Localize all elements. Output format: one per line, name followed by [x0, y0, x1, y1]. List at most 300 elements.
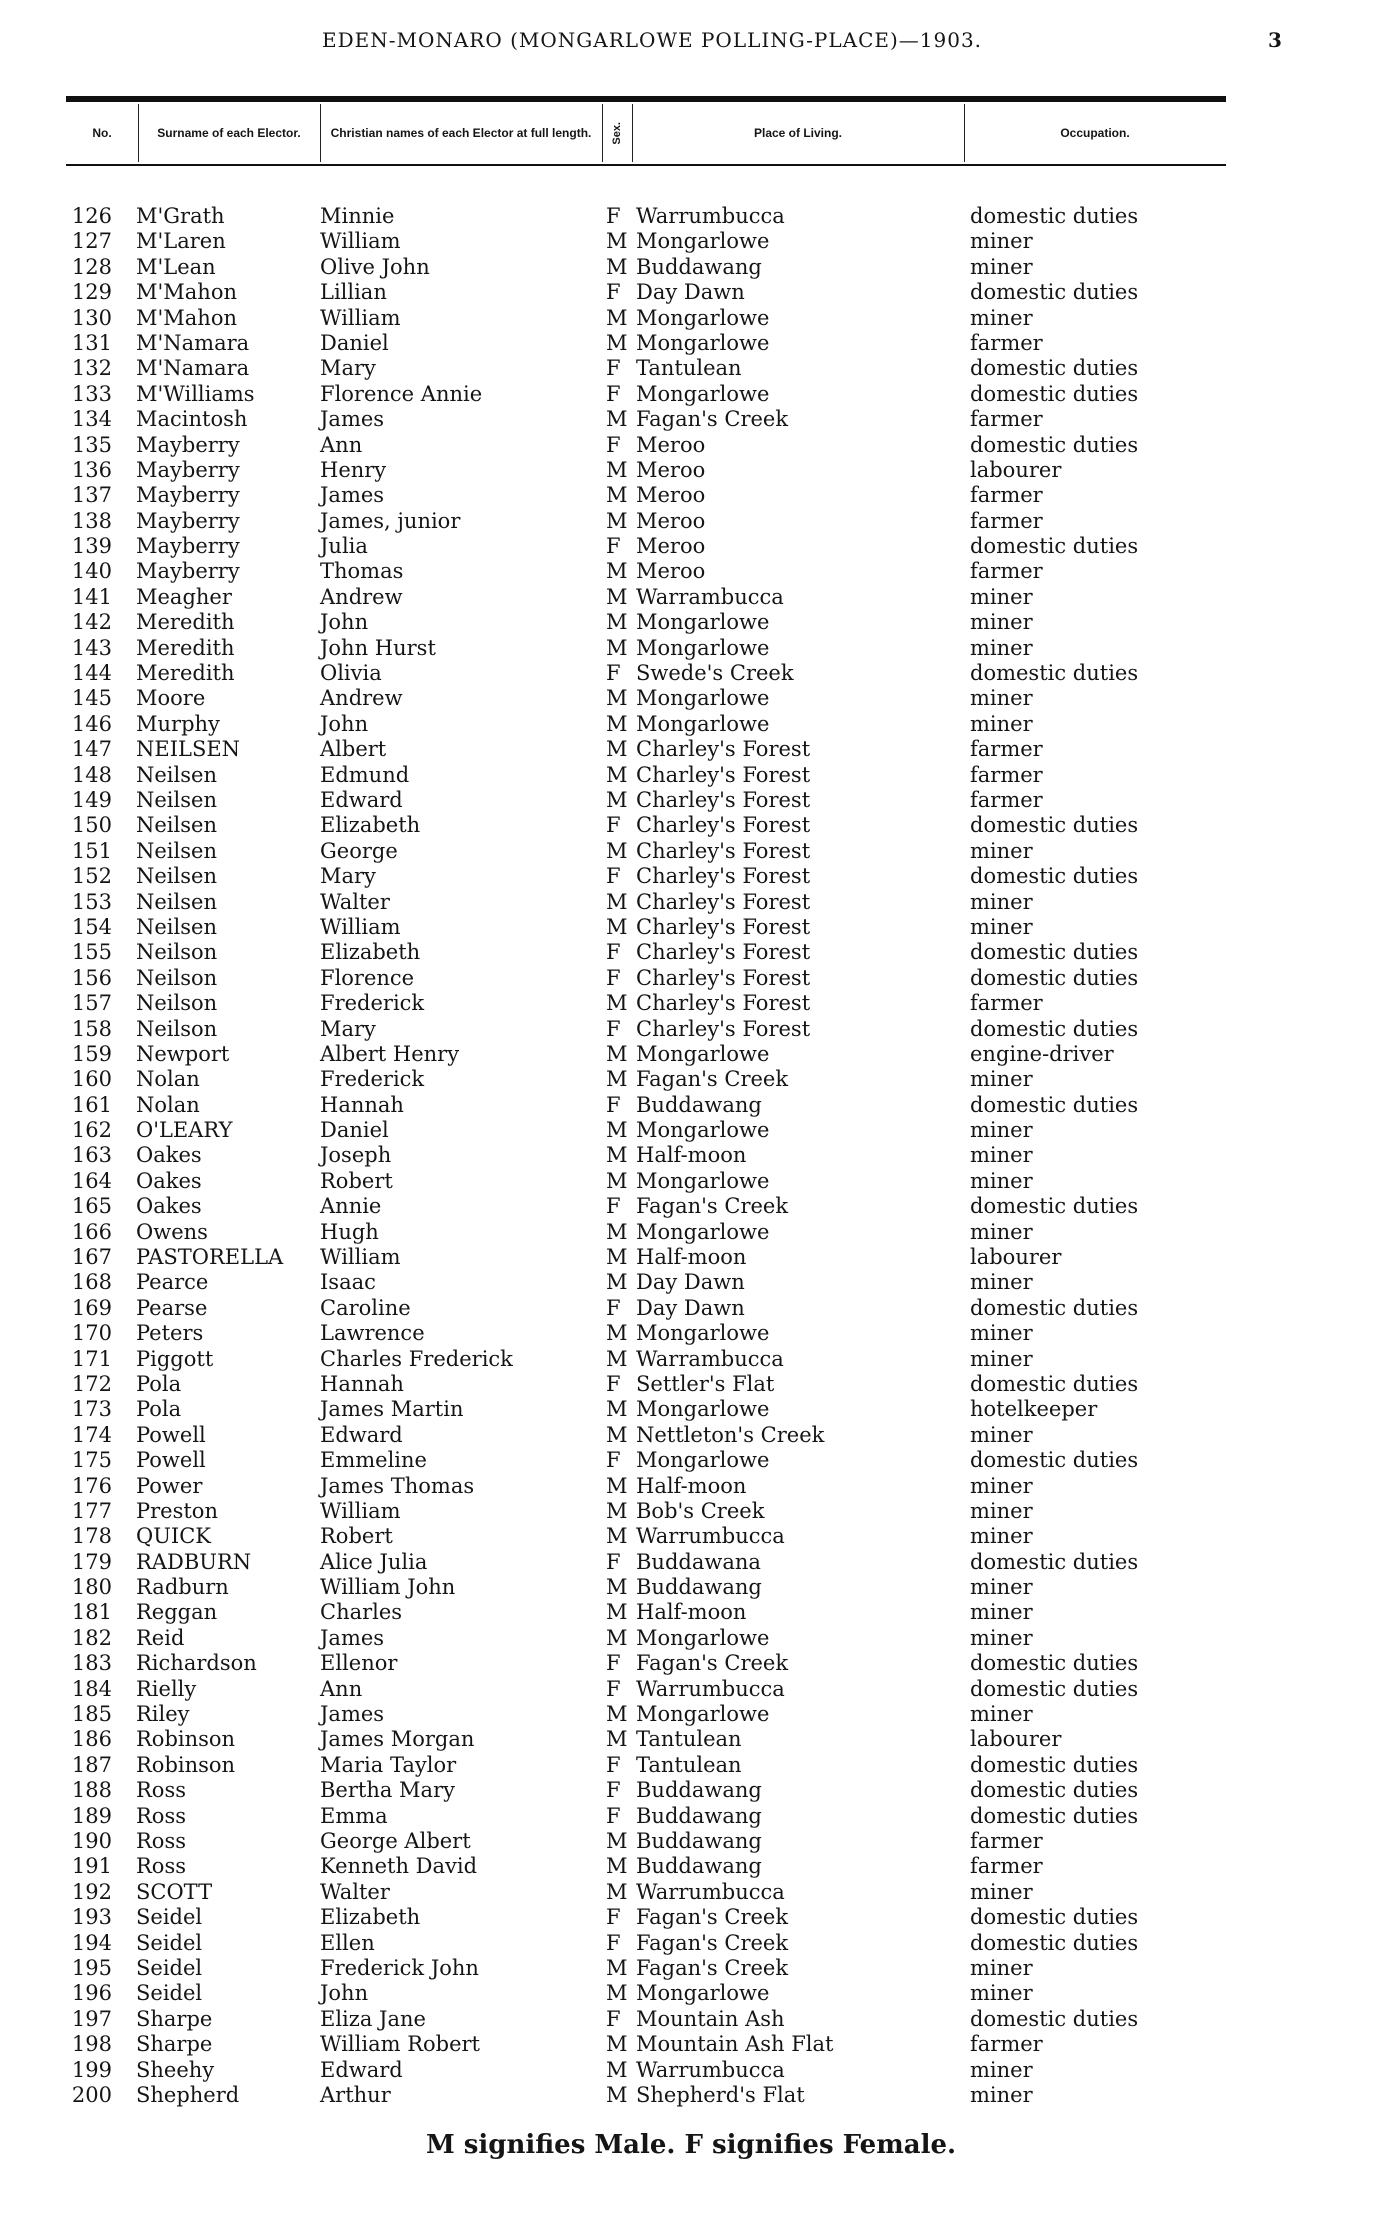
row-number: 147	[71, 737, 112, 762]
place-of-living-cell: Charley's Forest	[636, 965, 811, 990]
sex-cell: M	[606, 2032, 628, 2057]
table-row	[0, 712, 1382, 737]
occupation-cell: domestic duties	[970, 2006, 1139, 2031]
sex-cell: M	[606, 1143, 628, 1168]
place-of-living-cell: Warrambucca	[636, 1346, 784, 1371]
occupation-cell: domestic duties	[970, 1778, 1139, 1803]
occupation-cell: farmer	[970, 407, 1043, 432]
table-row	[0, 1956, 1382, 1981]
table-row	[0, 407, 1382, 432]
place-of-living-cell: Warrumbucca	[636, 204, 785, 228]
place-of-living-cell: Mongarlowe	[636, 1168, 770, 1193]
row-number: 148	[71, 762, 112, 787]
occupation-cell: domestic duties	[970, 1016, 1139, 1041]
surname-cell: Powell	[136, 1448, 206, 1473]
surname-cell: Neilsen	[136, 838, 217, 863]
row-number: 174	[71, 1422, 112, 1447]
surname-cell: Pola	[136, 1371, 182, 1396]
place-of-living-cell: Charley's Forest	[636, 991, 811, 1016]
row-number: 173	[71, 1397, 112, 1422]
occupation-cell: miner	[970, 1219, 1033, 1244]
table-row	[0, 458, 1382, 483]
surname-cell: QUICK	[136, 1524, 211, 1549]
surname-cell: Shepherd	[136, 2082, 240, 2107]
surname-cell: M'Namara	[136, 356, 250, 381]
occupation-cell: labourer	[970, 1727, 1062, 1752]
occupation-cell: miner	[970, 1422, 1033, 1447]
surname-cell: M'Laren	[136, 229, 226, 254]
place-of-living-cell: Meroo	[636, 508, 706, 533]
sex-cell: M	[606, 1473, 628, 1498]
table-row	[0, 1474, 1382, 1499]
table-row	[0, 1347, 1382, 1372]
christian-names-cell: Kenneth David	[320, 1854, 478, 1879]
occupation-cell: domestic duties	[970, 1549, 1139, 1574]
surname-cell: Neilsen	[136, 813, 217, 838]
table-row	[0, 1702, 1382, 1727]
table-row	[0, 991, 1382, 1016]
occupation-cell: miner	[970, 1702, 1033, 1727]
row-number: 187	[71, 1752, 112, 1777]
surname-cell: Reid	[136, 1625, 185, 1650]
christian-names-cell: Edward	[320, 2057, 403, 2082]
sex-cell: M	[606, 407, 628, 432]
table-row	[0, 1778, 1382, 1803]
place-of-living-cell: Mongarlowe	[636, 711, 770, 736]
sex-cell: M	[606, 1702, 628, 1727]
sex-cell: F	[606, 534, 621, 559]
christian-names-cell: Isaac	[320, 1270, 376, 1295]
place-of-living-cell: Mongarlowe	[636, 686, 770, 711]
row-number: 164	[71, 1168, 112, 1193]
row-number: 133	[71, 381, 112, 406]
surname-cell: Preston	[136, 1498, 218, 1523]
top-rule	[66, 96, 1226, 102]
surname-cell: M'Mahon	[136, 280, 237, 305]
row-number: 175	[71, 1448, 112, 1473]
occupation-cell: miner	[970, 1067, 1033, 1092]
place-of-living-cell: Mountain Ash	[636, 2006, 785, 2031]
occupation-cell: domestic duties	[970, 940, 1139, 965]
table-row	[0, 1397, 1382, 1422]
table-row	[0, 1753, 1382, 1778]
surname-cell: SCOTT	[136, 1879, 213, 1904]
surname-cell: Neilsen	[136, 864, 217, 889]
sex-cell: F	[606, 1371, 621, 1396]
table-row	[0, 1550, 1382, 1575]
sex-cell: M	[606, 1270, 628, 1295]
sex-cell: M	[606, 1041, 628, 1066]
row-number: 144	[71, 661, 112, 686]
row-number: 189	[71, 1803, 112, 1828]
sex-cell: M	[606, 1575, 628, 1600]
surname-cell: Pearce	[136, 1270, 209, 1295]
place-of-living-cell: Meroo	[636, 483, 706, 508]
christian-names-cell: Florence Annie	[320, 381, 483, 406]
row-number: 184	[71, 1676, 112, 1701]
christian-names-cell: Albert Henry	[320, 1041, 460, 1066]
surname-cell: M'Williams	[136, 381, 255, 406]
christian-names-cell: Frederick	[320, 991, 425, 1016]
place-of-living-cell: Buddawang	[636, 1854, 762, 1879]
table-row	[0, 483, 1382, 508]
occupation-cell: farmer	[970, 1829, 1043, 1853]
place-of-living-cell: Day Dawn	[636, 280, 745, 305]
sex-cell: F	[606, 1016, 621, 1041]
sex-cell: M	[606, 1727, 628, 1752]
christian-names-cell: Elizabeth	[320, 940, 421, 965]
christian-names-cell: William	[320, 305, 401, 330]
surname-cell: Piggott	[136, 1346, 214, 1371]
sex-cell: F	[606, 1194, 621, 1219]
row-number: 168	[71, 1270, 112, 1295]
row-number: 149	[71, 787, 112, 812]
occupation-cell: hotelkeeper	[970, 1397, 1098, 1422]
page-header	[0, 28, 1382, 68]
sex-cell: M	[606, 711, 628, 736]
sex-cell: M	[606, 1118, 628, 1143]
place-of-living-cell: Charley's Forest	[636, 737, 811, 762]
place-of-living-cell: Fagan's Creek	[636, 1067, 789, 1092]
sex-cell: M	[606, 610, 628, 635]
christian-names-cell: Walter	[320, 1879, 390, 1904]
surname-cell: Meredith	[136, 635, 235, 660]
surname-cell: M'Mahon	[136, 305, 237, 330]
place-of-living-cell: Day Dawn	[636, 1270, 745, 1295]
table-row	[0, 610, 1382, 635]
sex-cell: M	[606, 1955, 628, 1980]
occupation-cell: miner	[970, 1981, 1033, 2006]
table-row	[0, 1296, 1382, 1321]
row-number: 156	[71, 965, 112, 990]
table-row	[0, 280, 1382, 305]
occupation-cell: domestic duties	[970, 813, 1139, 838]
occupation-cell: domestic duties	[970, 534, 1139, 559]
sex-cell: M	[606, 330, 628, 355]
place-of-living-cell: Warrumbucca	[636, 1524, 785, 1549]
row-number: 167	[71, 1245, 112, 1270]
place-of-living-cell: Buddawang	[636, 254, 762, 279]
row-number: 141	[71, 584, 112, 609]
occupation-cell: domestic duties	[970, 1676, 1139, 1701]
occupation-cell: farmer	[970, 483, 1043, 508]
place-of-living-cell: Meroo	[636, 457, 706, 482]
place-of-living-cell: Nettleton's Creek	[636, 1422, 825, 1447]
surname-cell: Seidel	[136, 1955, 203, 1980]
row-number: 165	[71, 1194, 112, 1219]
place-of-living-cell: Charley's Forest	[636, 889, 811, 914]
col-header-sex-label: Sex.	[611, 121, 623, 145]
christian-names-cell: Charles Frederick	[320, 1346, 513, 1371]
sex-cell: M	[606, 1168, 628, 1193]
row-number: 134	[71, 407, 112, 432]
surname-cell: Owens	[136, 1219, 208, 1244]
christian-names-cell: John	[320, 1981, 369, 2006]
row-number: 185	[71, 1702, 112, 1727]
row-number: 196	[71, 1981, 112, 2006]
sex-cell: M	[606, 254, 628, 279]
row-number: 181	[71, 1600, 112, 1625]
surname-cell: O'LEARY	[136, 1118, 233, 1143]
christian-names-cell: Lawrence	[320, 1321, 425, 1346]
table-row	[0, 1372, 1382, 1397]
occupation-cell: farmer	[970, 991, 1043, 1016]
place-of-living-cell: Buddawana	[636, 1549, 761, 1574]
table-row	[0, 966, 1382, 991]
christian-names-cell: Mary	[320, 1016, 376, 1041]
occupation-cell: miner	[970, 914, 1033, 939]
christian-names-cell: William John	[320, 1575, 456, 1600]
place-of-living-cell: Tantulean	[636, 1752, 742, 1777]
christian-names-cell: William	[320, 229, 401, 254]
table-row	[0, 1854, 1382, 1879]
row-number: 152	[71, 864, 112, 889]
surname-cell: Mayberry	[136, 432, 240, 457]
table-row	[0, 585, 1382, 610]
occupation-cell: domestic duties	[970, 1194, 1139, 1219]
col-header-surname: Surname of each Elector.	[157, 126, 301, 140]
sex-cell: M	[606, 1600, 628, 1625]
table-row	[0, 433, 1382, 458]
place-of-living-cell: Fagan's Creek	[636, 1955, 789, 1980]
occupation-cell: domestic duties	[970, 1092, 1139, 1117]
christian-names-cell: Robert	[320, 1524, 393, 1549]
row-number: 182	[71, 1625, 112, 1650]
christian-names-cell: Walter	[320, 889, 390, 914]
table-row	[0, 839, 1382, 864]
sex-cell: M	[606, 991, 628, 1016]
place-of-living-cell: Fagan's Creek	[636, 407, 789, 432]
christian-names-cell: Emma	[320, 1803, 388, 1828]
row-number: 159	[71, 1041, 112, 1066]
table-row	[0, 1804, 1382, 1829]
sex-cell: M	[606, 1219, 628, 1244]
christian-names-cell: John	[320, 610, 369, 635]
row-number: 153	[71, 889, 112, 914]
sex-cell: M	[606, 2057, 628, 2082]
occupation-cell: domestic duties	[970, 1371, 1139, 1396]
sex-cell: M	[606, 1854, 628, 1879]
row-number: 188	[71, 1778, 112, 1803]
row-number: 146	[71, 711, 112, 736]
christian-names-cell: William	[320, 1245, 401, 1270]
surname-cell: M'Namara	[136, 330, 250, 355]
row-number: 194	[71, 1930, 112, 1955]
sex-cell: M	[606, 737, 628, 762]
row-number: 157	[71, 991, 112, 1016]
table-row	[0, 1981, 1382, 2006]
row-number: 139	[71, 534, 112, 559]
surname-cell: Ross	[136, 1803, 187, 1828]
surname-cell: Neilson	[136, 991, 218, 1016]
place-of-living-cell: Charley's Forest	[636, 940, 811, 965]
occupation-cell: miner	[970, 1575, 1033, 1600]
occupation-cell: miner	[970, 1118, 1033, 1143]
row-number: 126	[71, 204, 112, 228]
table-row	[0, 763, 1382, 788]
page-title: EDEN-MONARO (MONGARLOWE POLLING-PLACE)—1903.	[322, 28, 983, 52]
surname-cell: Richardson	[136, 1651, 257, 1676]
christian-names-cell: Arthur	[320, 2082, 391, 2107]
sex-cell: M	[606, 483, 628, 508]
sex-cell: M	[606, 305, 628, 330]
occupation-cell: miner	[970, 1321, 1033, 1346]
table-row	[0, 915, 1382, 940]
sex-cell: M	[606, 1879, 628, 1904]
row-number: 154	[71, 914, 112, 939]
row-number: 176	[71, 1473, 112, 1498]
surname-cell: Riley	[136, 1702, 190, 1727]
sex-cell: F	[606, 965, 621, 990]
occupation-cell: miner	[970, 1168, 1033, 1193]
table-row	[0, 1270, 1382, 1295]
sex-cell: M	[606, 1245, 628, 1270]
surname-cell: RADBURN	[136, 1549, 252, 1574]
row-number: 158	[71, 1016, 112, 1041]
occupation-cell: domestic duties	[970, 1651, 1139, 1676]
table-row	[0, 1931, 1382, 1956]
sex-cell: F	[606, 204, 621, 228]
place-of-living-cell: Charley's Forest	[636, 838, 811, 863]
christian-names-cell: Lillian	[320, 280, 387, 305]
surname-cell: Mayberry	[136, 457, 240, 482]
row-number: 140	[71, 559, 112, 584]
place-of-living-cell: Fagan's Creek	[636, 1651, 789, 1676]
occupation-cell: farmer	[970, 787, 1043, 812]
occupation-cell: domestic duties	[970, 1930, 1139, 1955]
table-row	[0, 559, 1382, 584]
occupation-cell: miner	[970, 305, 1033, 330]
place-of-living-cell: Mongarlowe	[636, 1981, 770, 2006]
sex-cell: M	[606, 1625, 628, 1650]
place-of-living-cell: Buddawang	[636, 1829, 762, 1853]
sex-cell: M	[606, 508, 628, 533]
sex-cell: M	[606, 838, 628, 863]
surname-cell: Ross	[136, 1829, 187, 1853]
row-number: 193	[71, 1905, 112, 1930]
surname-cell: Oakes	[136, 1194, 202, 1219]
surname-cell: M'Lean	[136, 254, 216, 279]
surname-cell: Sharpe	[136, 2006, 213, 2031]
surname-cell: M'Grath	[136, 204, 225, 228]
row-number: 137	[71, 483, 112, 508]
occupation-cell: domestic duties	[970, 432, 1139, 457]
surname-cell: Nolan	[136, 1067, 200, 1092]
occupation-cell: miner	[970, 1600, 1033, 1625]
table-row	[0, 1448, 1382, 1473]
place-of-living-cell: Charley's Forest	[636, 1016, 811, 1041]
table-row	[0, 509, 1382, 534]
col-header-christian: Christian names of each Elector at full length.	[330, 126, 592, 140]
place-of-living-cell: Buddawang	[636, 1778, 762, 1803]
sex-cell: M	[606, 1397, 628, 1422]
table-row	[0, 204, 1382, 229]
table-row	[0, 864, 1382, 889]
surname-cell: Nolan	[136, 1092, 200, 1117]
occupation-cell: domestic duties	[970, 1803, 1139, 1828]
occupation-cell: domestic duties	[970, 280, 1139, 305]
occupation-cell: miner	[970, 1879, 1033, 1904]
place-of-living-cell: Settler's Flat	[636, 1371, 775, 1396]
place-of-living-cell: Mongarlowe	[636, 1041, 770, 1066]
row-number: 192	[71, 1879, 112, 1904]
occupation-cell: labourer	[970, 457, 1062, 482]
christian-names-cell: Daniel	[320, 1118, 389, 1143]
row-number: 172	[71, 1371, 112, 1396]
place-of-living-cell: Meroo	[636, 534, 706, 559]
row-number: 129	[71, 280, 112, 305]
occupation-cell: miner	[970, 610, 1033, 635]
occupation-cell: miner	[970, 1955, 1033, 1980]
table-row	[0, 331, 1382, 356]
christian-names-cell: Edward	[320, 787, 403, 812]
occupation-cell: domestic duties	[970, 356, 1139, 381]
header-bottom-rule	[66, 164, 1226, 166]
surname-cell: Pearse	[136, 1295, 208, 1320]
place-of-living-cell: Fagan's Creek	[636, 1905, 789, 1930]
place-of-living-cell: Charley's Forest	[636, 864, 811, 889]
row-number: 145	[71, 686, 112, 711]
place-of-living-cell: Charley's Forest	[636, 914, 811, 939]
place-of-living-cell: Mongarlowe	[636, 1702, 770, 1727]
occupation-cell: domestic duties	[970, 864, 1139, 889]
occupation-cell: domestic duties	[970, 1448, 1139, 1473]
occupation-cell: labourer	[970, 1245, 1062, 1270]
row-number: 190	[71, 1829, 112, 1853]
christian-names-cell: Edmund	[320, 762, 410, 787]
place-of-living-cell: Warrambucca	[636, 584, 784, 609]
surname-cell: Meredith	[136, 610, 235, 635]
place-of-living-cell: Buddawang	[636, 1575, 762, 1600]
table-row	[0, 1423, 1382, 1448]
table-row	[0, 1626, 1382, 1651]
christian-names-cell: Alice Julia	[320, 1549, 428, 1574]
surname-cell: Neilson	[136, 940, 218, 965]
sex-cell: M	[606, 1321, 628, 1346]
sex-cell: F	[606, 432, 621, 457]
place-of-living-cell: Swede's Creek	[636, 661, 794, 686]
row-number: 130	[71, 305, 112, 330]
table-row	[0, 686, 1382, 711]
table-row	[0, 890, 1382, 915]
sex-cell: M	[606, 1346, 628, 1371]
christian-names-cell: Robert	[320, 1168, 393, 1193]
surname-cell: Ross	[136, 1854, 187, 1879]
occupation-cell: farmer	[970, 330, 1043, 355]
table-row	[0, 229, 1382, 254]
table-row	[0, 1220, 1382, 1245]
christian-names-cell: Hannah	[320, 1092, 404, 1117]
surname-cell: Seidel	[136, 1930, 203, 1955]
occupation-cell: miner	[970, 229, 1033, 254]
christian-names-cell: Bertha Mary	[320, 1778, 455, 1803]
occupation-cell: farmer	[970, 762, 1043, 787]
place-of-living-cell: Tantulean	[636, 1727, 742, 1752]
row-number: 127	[71, 229, 112, 254]
sex-cell: F	[606, 864, 621, 889]
table-row	[0, 1677, 1382, 1702]
christian-names-cell: Albert	[320, 737, 387, 762]
surname-cell: Power	[136, 1473, 203, 1498]
place-of-living-cell: Mongarlowe	[636, 1625, 770, 1650]
christian-names-cell: George	[320, 838, 398, 863]
occupation-cell: miner	[970, 1498, 1033, 1523]
sex-cell: F	[606, 1092, 621, 1117]
sex-cell: M	[606, 559, 628, 584]
table-row	[0, 1600, 1382, 1625]
row-number: 162	[71, 1118, 112, 1143]
surname-cell: Mayberry	[136, 483, 240, 508]
